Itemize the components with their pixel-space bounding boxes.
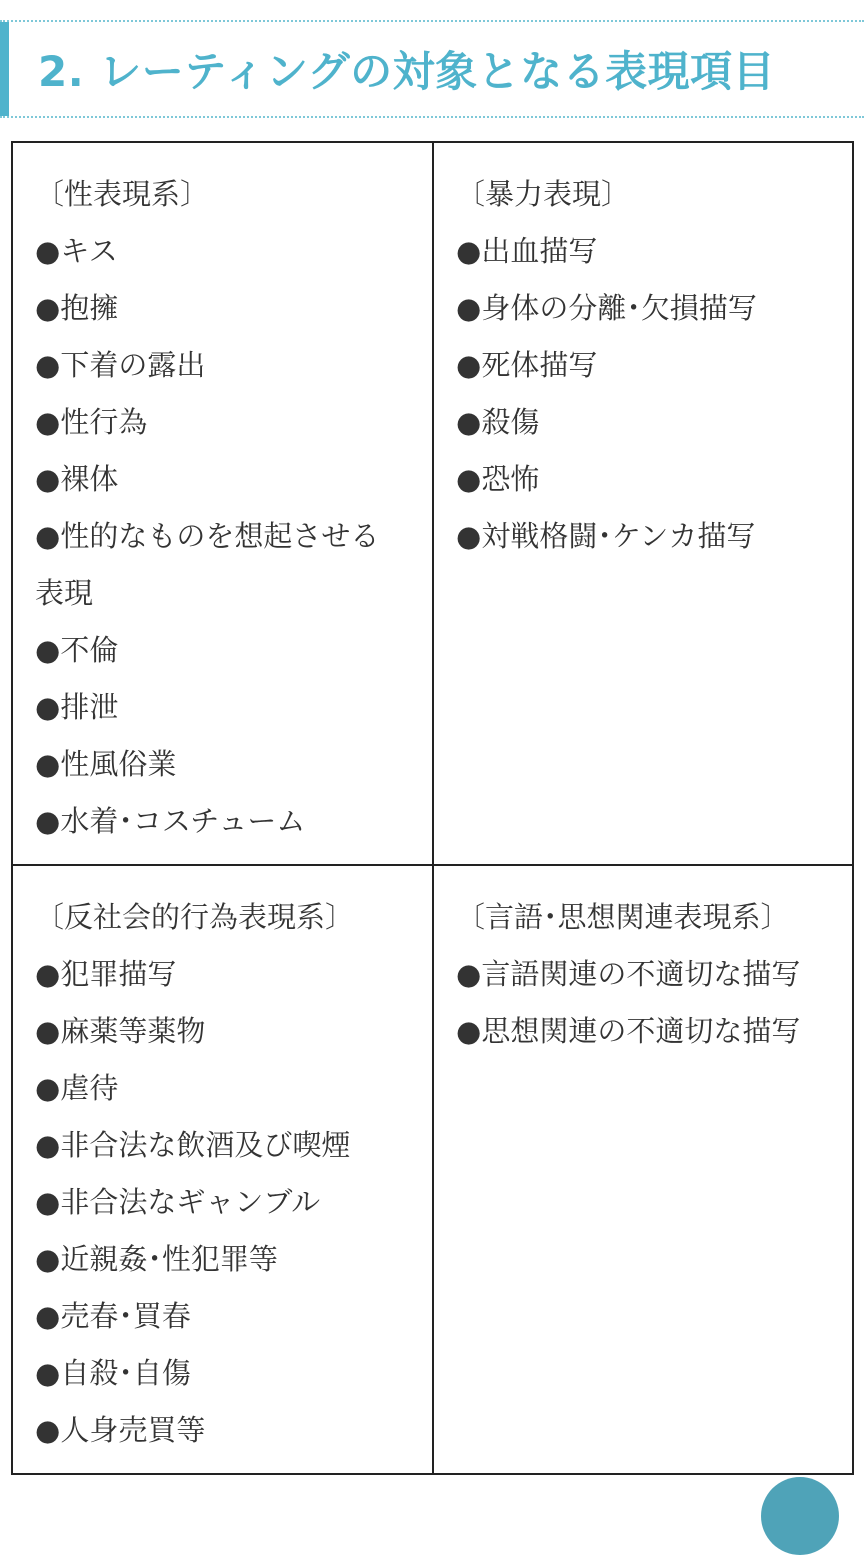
list-item xyxy=(456,337,852,394)
list-item-text: 殺傷 xyxy=(481,405,540,439)
bullet-icon: ● xyxy=(35,519,61,553)
bullet-icon: ● xyxy=(35,747,61,781)
bullet-icon: ● xyxy=(35,1128,61,1162)
list-item xyxy=(35,1402,432,1459)
bullet-icon: ● xyxy=(35,1071,61,1105)
category-title: 〔反社会的行為表現系〕 xyxy=(35,900,355,934)
list-item-text: 性行為 xyxy=(60,405,148,439)
list-item xyxy=(35,1003,432,1060)
list-item xyxy=(35,337,432,394)
scroll-top-button[interactable] xyxy=(761,1477,839,1555)
bullet-icon: ● xyxy=(35,405,61,439)
bullet-icon: ● xyxy=(35,633,61,667)
list-item-text: 犯罪描写 xyxy=(60,957,177,991)
bullet-icon: ● xyxy=(35,1299,61,1333)
section-heading xyxy=(0,20,864,118)
list-item xyxy=(456,451,852,508)
bullet-icon: ● xyxy=(35,1356,61,1390)
list-item-text: 売春･買春 xyxy=(60,1299,191,1333)
list-item xyxy=(35,280,432,337)
bullet-icon: ● xyxy=(35,1014,61,1048)
heading-accent-bar xyxy=(0,22,9,116)
bullet-icon: ● xyxy=(456,291,482,325)
list-item xyxy=(35,1288,432,1345)
list-item-text: 思想関連の不適切な描写 xyxy=(481,1014,801,1048)
list-item xyxy=(35,1174,432,1231)
list-item xyxy=(35,451,432,508)
list-item-text: 不倫 xyxy=(60,633,119,667)
bullet-icon: ● xyxy=(35,957,61,991)
list-item-text: 近親姦･性犯罪等 xyxy=(60,1242,278,1276)
bullet-icon: ● xyxy=(35,462,61,496)
list-item xyxy=(35,793,432,850)
bullet-icon: ● xyxy=(456,348,482,382)
list-item xyxy=(35,622,432,679)
list-item xyxy=(456,508,852,565)
list-item-text: 出血描写 xyxy=(481,234,598,268)
section-title: 2. レーティングの対象となる表現項目 xyxy=(38,47,776,96)
list-item-text: 恐怖 xyxy=(481,462,540,496)
bullet-icon: ● xyxy=(35,1413,61,1447)
list-item xyxy=(35,1060,432,1117)
list-item xyxy=(35,946,432,1003)
list-item-text: 虐待 xyxy=(60,1071,119,1105)
bullet-icon: ● xyxy=(456,957,482,991)
bullet-icon: ● xyxy=(456,405,482,439)
bullet-icon: ● xyxy=(35,1185,61,1219)
rating-items-table xyxy=(11,141,854,1475)
bullet-icon: ● xyxy=(35,690,61,724)
list-item-text: 裸体 xyxy=(60,462,119,496)
list-item-text: 言語関連の不適切な描写 xyxy=(481,957,801,991)
list-item-text: 抱擁 xyxy=(60,291,119,325)
list-item xyxy=(35,508,405,622)
bullet-icon: ● xyxy=(35,348,61,382)
category-title: 〔性表現系〕 xyxy=(35,177,210,211)
list-item xyxy=(456,280,852,337)
category-title: 〔暴力表現〕 xyxy=(456,177,631,211)
table-cell xyxy=(13,143,434,866)
table-cell xyxy=(434,866,852,1473)
list-item-text: 水着･コスチューム xyxy=(60,804,306,838)
list-item xyxy=(35,1231,432,1288)
bullet-icon: ● xyxy=(456,234,482,268)
list-item xyxy=(35,394,432,451)
list-item-text: 麻薬等薬物 xyxy=(60,1014,206,1048)
list-item-text: 対戦格闘･ケンカ描写 xyxy=(481,519,756,553)
list-item xyxy=(456,223,852,280)
table-cell xyxy=(13,866,434,1473)
bullet-icon: ● xyxy=(35,804,61,838)
list-item-text: 身体の分離･欠損描写 xyxy=(481,291,757,325)
list-item-text: キス xyxy=(60,234,118,268)
list-item xyxy=(35,1117,432,1174)
bullet-icon: ● xyxy=(35,234,61,268)
list-item-text: 性的なものを想起させる表現 xyxy=(35,519,380,610)
bullet-icon: ● xyxy=(456,1014,482,1048)
list-item xyxy=(456,946,852,1003)
list-item xyxy=(35,736,432,793)
list-item-text: 性風俗業 xyxy=(60,747,177,781)
list-item-text: 非合法なギャンブル xyxy=(60,1185,321,1219)
list-item-text: 死体描写 xyxy=(481,348,598,382)
list-item-text: 下着の露出 xyxy=(60,348,206,382)
list-item-text: 自殺･自傷 xyxy=(60,1356,191,1390)
list-item xyxy=(35,679,432,736)
bullet-icon: ● xyxy=(35,1242,61,1276)
list-item xyxy=(35,223,432,280)
bullet-icon: ● xyxy=(456,462,482,496)
bullet-icon: ● xyxy=(35,291,61,325)
table-cell xyxy=(434,143,852,866)
list-item xyxy=(456,394,852,451)
list-item-text: 非合法な飲酒及び喫煙 xyxy=(60,1128,351,1162)
category-title: 〔言語･思想関連表現系〕 xyxy=(456,900,790,934)
bullet-icon: ● xyxy=(456,519,482,553)
list-item xyxy=(456,1003,852,1060)
list-item xyxy=(35,1345,432,1402)
list-item-text: 排泄 xyxy=(60,690,119,724)
list-item-text: 人身売買等 xyxy=(60,1413,206,1447)
